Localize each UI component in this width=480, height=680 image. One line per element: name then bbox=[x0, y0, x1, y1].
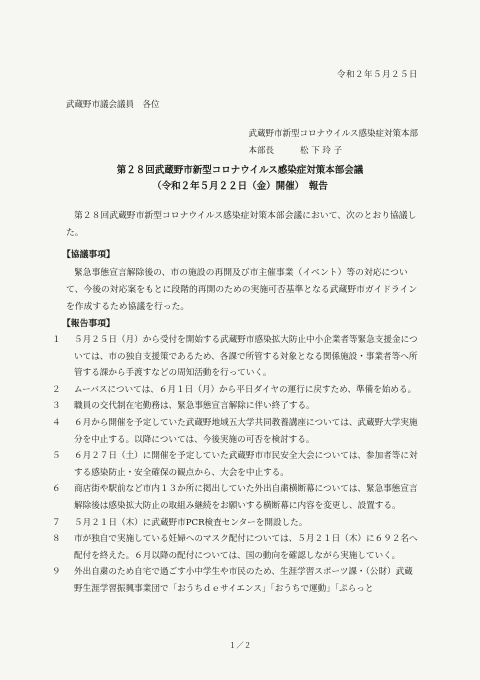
report-item bbox=[52, 382, 418, 399]
report-item-text: 商店街や駅前など市内１３か所に掲出していた外出自粛横断幕については、緊急事態宣言解除後は感染拡大防止の取組み継続をお願いする横断幕に内容を変更し、設置する。 bbox=[74, 484, 418, 511]
document-title bbox=[0, 163, 480, 195]
report-item bbox=[52, 564, 418, 597]
report-item bbox=[52, 481, 418, 514]
report-item bbox=[52, 332, 418, 382]
intro-paragraph: 第２８回武蔵野市新型コロナウイルス感染症対策本部会議において、次のとおり協議した。 bbox=[66, 211, 417, 238]
report-item bbox=[52, 398, 418, 415]
reports-heading: 【報告事項】 bbox=[62, 319, 115, 329]
report-item-number: １ bbox=[52, 335, 61, 345]
report-item-number: ７ bbox=[52, 517, 61, 528]
addressee: 武蔵野市議会議員 各位 bbox=[66, 100, 160, 110]
report-item bbox=[52, 531, 418, 564]
report-item-text: ６月から開催を予定していた武蔵野地域五大学共同教養講座については、武蔵野大学実施分を中止する。以降については、今後実施の可否を検討する。 bbox=[74, 417, 418, 445]
reports-list bbox=[52, 332, 418, 598]
report-item bbox=[52, 415, 418, 448]
agenda-body: 緊急事態宣言解除後の、市の施設の再開及び市主催事業（イベント）等の対応について、今後の対応案をもとに段階的再開のための実施可否基準となる武蔵野市ガイドラインを作成するため協議を行った。 bbox=[66, 268, 418, 312]
sender-role: 本部長 bbox=[248, 146, 275, 156]
report-item bbox=[52, 448, 418, 481]
sender-block bbox=[249, 126, 419, 160]
report-item-text: 職員の交代制在宅勤務は、緊急事態宣言解除に伴い終了する。 bbox=[74, 401, 315, 412]
report-item-number: ６ bbox=[52, 484, 61, 495]
report-item-text: ムーバスについては、６月１日（月）から平日ダイヤの運行に戻すため、準備を始める。 bbox=[74, 384, 417, 395]
report-item-text: ６月２７日（土）に開催を予定していた武蔵野市市民安全大会については、参加者等に対する感染防止・安全確保の観点から、大会を中止する。 bbox=[74, 451, 418, 478]
title-line-1: 第２８回武蔵野市新型コロナウイルス感染症対策本部会議 bbox=[116, 165, 364, 176]
report-item-number: ８ bbox=[52, 534, 61, 545]
report-item-number: ３ bbox=[52, 401, 61, 412]
report-item-text: 市が独自で実施している妊婦へのマスク配付については、５月２１日（木）に６９２名へ配付を終えた。６月以降の配付については、国の動向を確認しながら実施していく。 bbox=[74, 534, 418, 561]
report-item-number: ５ bbox=[52, 451, 61, 462]
report-item-text: ５月２１日（木）に武蔵野市PCR検査センターを開設した。 bbox=[74, 517, 308, 528]
report-item-text: ５月２５日（月）から受付を開始する武蔵野市感染拡大防止中小企業者等緊急支援金については、市の独自支援策であるため、各課で所管する対象となる関係施設・事業者等へ所管する課から手渡すなどの周知活動を行っていく。 bbox=[74, 335, 418, 379]
sender-role-line bbox=[249, 143, 419, 160]
report-item-number: ２ bbox=[52, 384, 61, 395]
agenda-heading: 【協議事項】 bbox=[62, 250, 115, 260]
title-line-2: （令和２年５月２２日（金）開催） 報告 bbox=[152, 181, 328, 192]
page-number: １／２ bbox=[228, 641, 252, 650]
report-item-number: ９ bbox=[52, 567, 61, 578]
document-date: 令和２年５月２５日 bbox=[336, 70, 418, 80]
sender-name: 松 下 玲 子 bbox=[300, 146, 343, 156]
sender-organization: 武蔵野市新型コロナウイルス感染症対策本部 bbox=[248, 129, 418, 139]
report-item-text: 外出自粛のため自宅で過ごす小中学生や市民のため、生涯学習スポーツ課・（公財）武蔵野生涯学習振興事業団で「おうちｄｅサイエンス」「おうちで運動」「ぷらっと bbox=[74, 567, 413, 594]
report-item-number: ４ bbox=[52, 417, 61, 428]
report-item bbox=[52, 515, 418, 532]
